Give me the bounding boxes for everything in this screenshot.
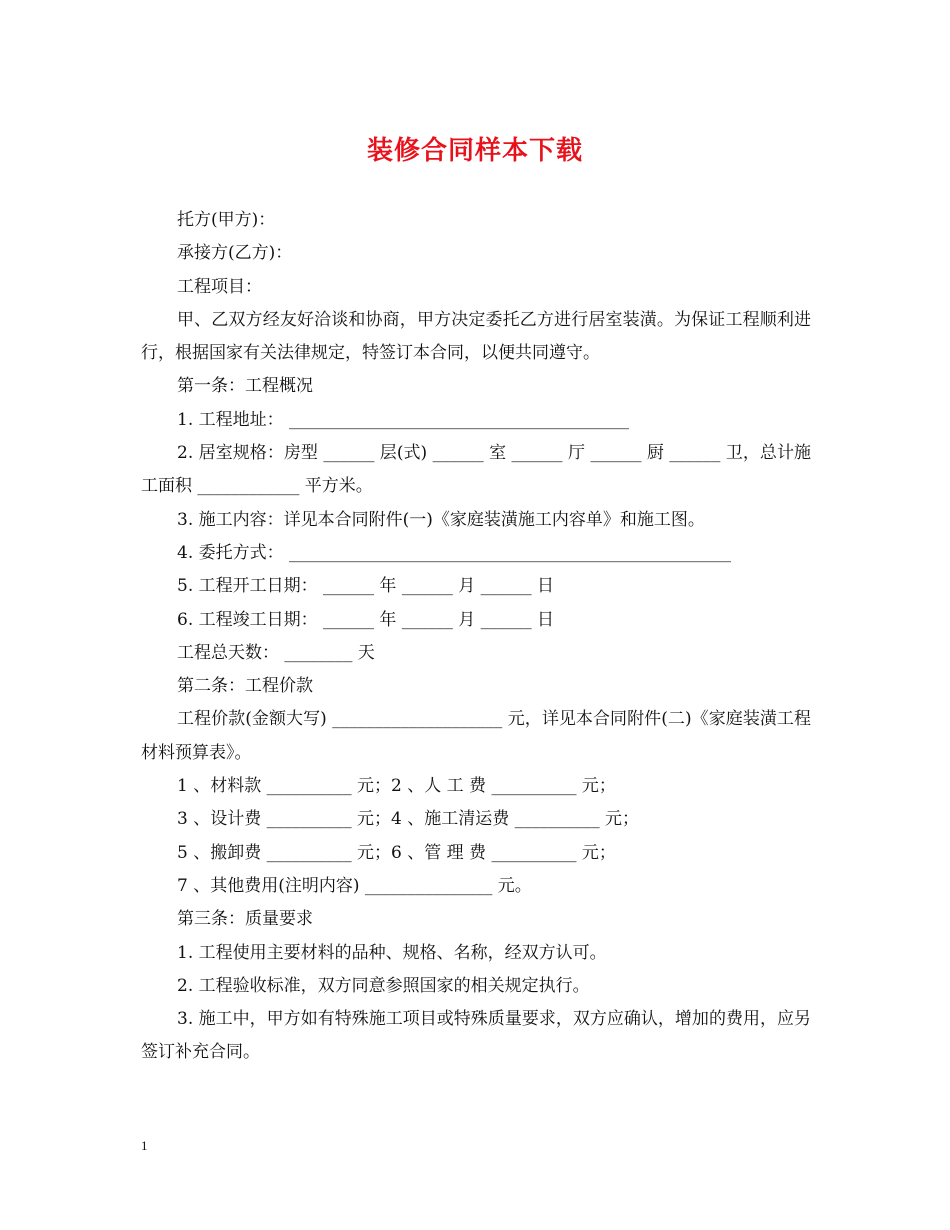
article-3-heading: 第三条：质量要求: [177, 909, 313, 930]
quality-item-1: 1. 工程使用主要材料的品种、规格、名称，经双方认可。: [177, 942, 607, 963]
article-1-heading: 第一条：工程概况: [177, 376, 313, 397]
commission-method-line: 4. 委托方式： ____________________________________________________: [177, 542, 732, 563]
contract-price-paragraph: 工程价款(金额大写) ____________________ 元，详见本合同附件(二)《家庭装潢工程材料预算表》。: [141, 709, 811, 763]
completion-date-line: 6. 工程竣工日期： ______ 年 ______ 月 ______ 日: [177, 609, 555, 630]
contract-body: [141, 204, 811, 1070]
quality-item-2: 2. 工程验收标准，双方同意参照国家的相关规定执行。: [177, 975, 590, 996]
start-date-line: 5. 工程开工日期： ______ 年 ______ 月 ______ 日: [177, 576, 555, 597]
page-number: 1: [141, 1138, 148, 1153]
fee-line-1: 1 、材料款 __________ 元；2 、人 工 费 __________ 元；: [177, 776, 616, 797]
preamble-paragraph: 甲、乙双方经友好洽谈和协商，甲方决定委托乙方进行居室装潢。为保证工程顺利进行，根据国家有关法律规定，特签订本合同，以便共同遵守。: [141, 309, 811, 364]
project-address-line: 1. 工程地址： ________________________________________: [177, 409, 630, 430]
project-line: 工程项目：: [177, 276, 262, 297]
document-title: 装修合同样本下载: [366, 136, 583, 166]
contractor-party-line: 承接方(乙方)：: [177, 243, 293, 264]
work-content-line: 3. 施工内容：详见本合同附件(一)《家庭装潢施工内容单》和施工图。: [177, 509, 705, 530]
fee-line-3: 5 、搬卸费 __________ 元；6 、管 理 费 __________ 元；: [177, 842, 616, 863]
article-2-heading: 第二条：工程价款: [177, 676, 313, 697]
room-spec-paragraph: 2. 居室规格：房型 ______ 层(式) ______ 室 ______ 厅 ______ 厨 ______ 卫，总计施工面积 ____________ 平方米。: [141, 443, 811, 497]
fee-line-4: 7 、其他费用(注明内容) _______________ 元。: [177, 875, 532, 896]
fee-line-2: 3 、设计费 __________ 元；4 、施工清运费 __________ 元；: [177, 809, 640, 830]
client-party-line: 托方(甲方)：: [177, 210, 276, 230]
quality-item-3: 3. 施工中，甲方如有特殊施工项目或特殊质量要求，双方应确认，增加的费用，应另签订补充合同。: [141, 1009, 811, 1063]
total-days-line: 工程总天数： ________ 天: [177, 642, 375, 663]
